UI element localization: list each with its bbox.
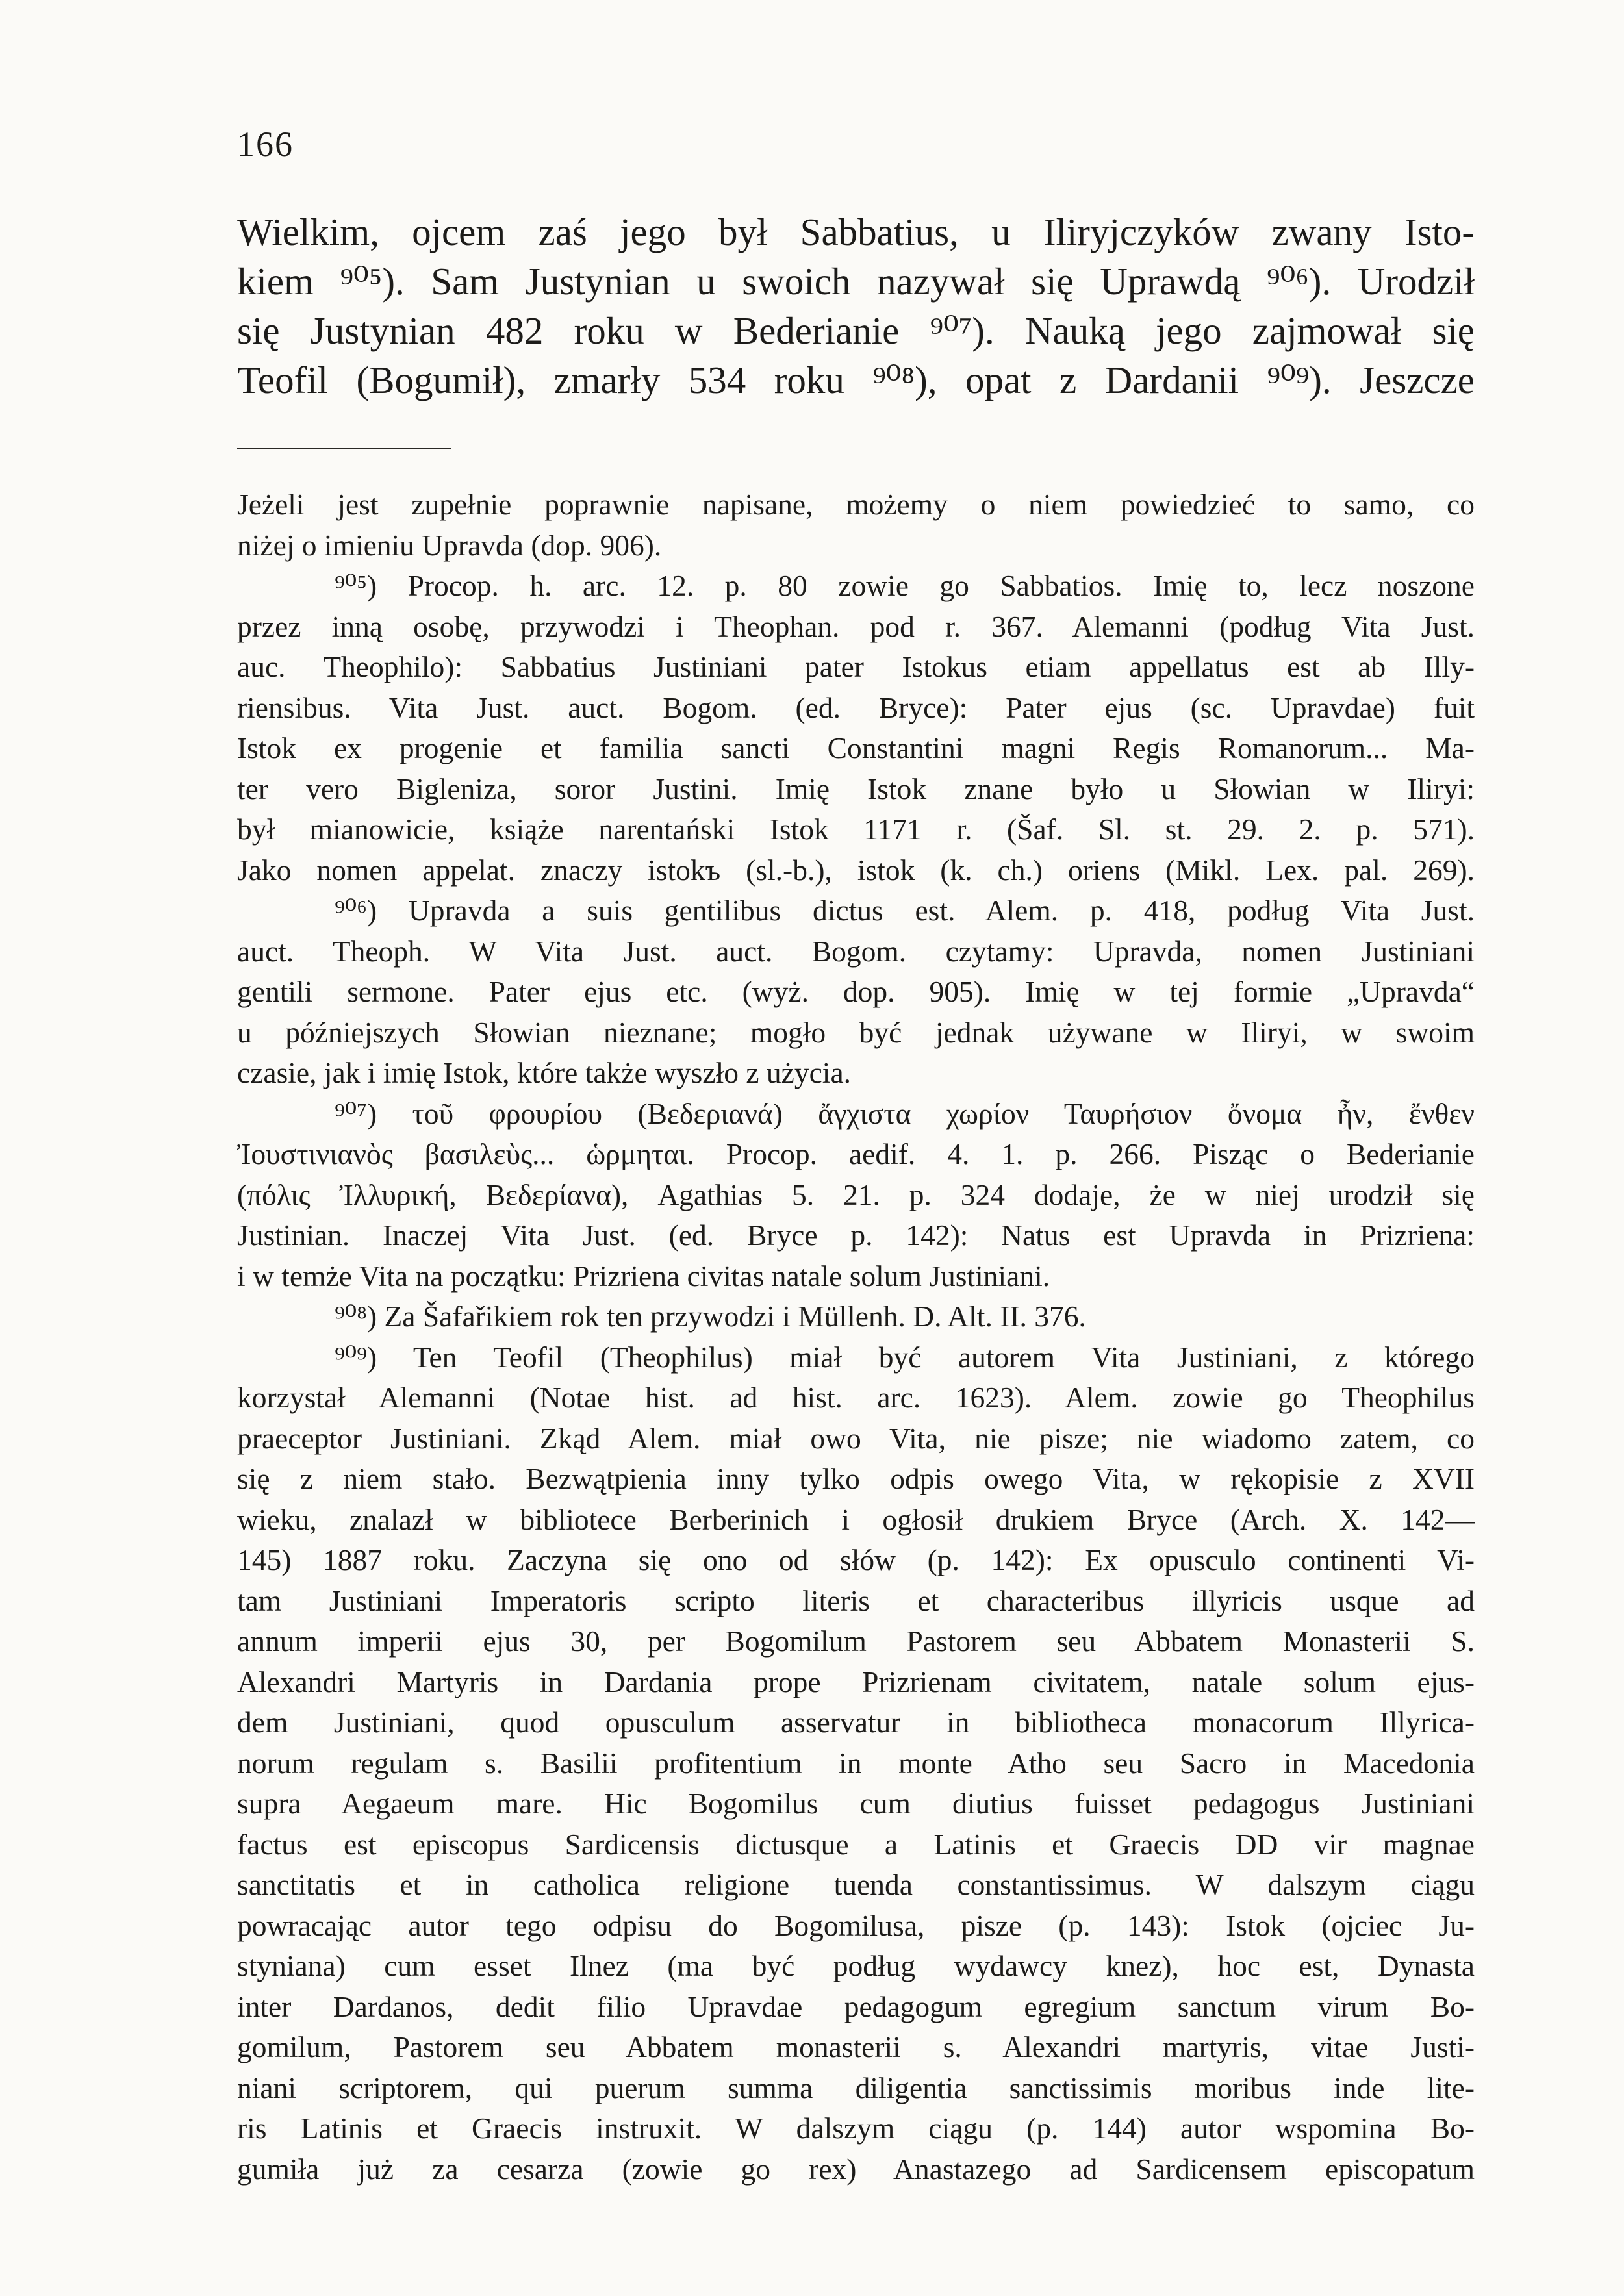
footnote-line: praeceptor Justiniani. Zkąd Alem. miał owo Vita, nie pisze; nie wiadomo zatem, co — [237, 1421, 1475, 1455]
footnote-line: gomilum, Pastorem seu Abbatem monasterii s. Alexandri martyris, vitae Justi- — [237, 2030, 1475, 2063]
footnote-line: ⁹⁰⁶) Upravda a suis gentilibus dictus est. Alem. p. 418, podług Vita Just. — [335, 894, 1475, 927]
page-number: 166 — [237, 125, 294, 164]
footnote-line: tam Justiniani Imperatoris scripto literis et characteribus illyricis usque ad — [237, 1583, 1475, 1617]
footnote-line: (πόλις Ἰλλυρική, Βεδερίανα), Agathias 5. 21. p. 324 dodaje, że w niej urodził się — [237, 1178, 1475, 1211]
footnote-line: Jako nomen appelat. znaczy istokъ (sl.-b.), istok (k. ch.) oriens (Mikl. Lex. pal. 269). — [237, 853, 1475, 887]
footnote-line: ris Latinis et Graecis instruxit. W dalszym ciągu (p. 144) autor wspomina Bo- — [237, 2112, 1475, 2145]
footnote-line: i w temże Vita na początku: Prizriena civitas natale solum Justiniani. — [237, 1259, 1050, 1293]
footnote-line: powracając autor tego odpisu do Bogomilusa, pisze (p. 143): Istok (ojciec Ju- — [237, 1908, 1475, 1942]
footnote-line: niżej o imieniu Upravda (dop. 906). — [237, 528, 662, 562]
footnote-line: auct. Theoph. W Vita Just. auct. Bogom. czytamy: Upravda, nomen Justiniani — [237, 934, 1475, 968]
footnote-line: Ἰουστινιανὸς βασιλεὺς... ὡρμηται. Procop. aedif. 4. 1. p. 266. Pisząc o Bederianie — [237, 1137, 1475, 1170]
main-text-line: Teofil (Bogumił), zmarły 534 roku ⁹⁰⁸), opat z Dardanii ⁹⁰⁹). Jeszcze — [237, 359, 1475, 401]
footnote-line: sanctitatis et in catholica religione tuenda constantissimus. W dalszym ciągu — [237, 1868, 1475, 1901]
footnote-divider — [237, 448, 451, 449]
footnote-line: gumiła już za cesarza (zowie go rex) Anastazego ad Sardicensem episcopatum — [237, 2152, 1475, 2186]
footnote-line: był mianowicie, książe narentański Istok 1171 r. (Šaf. Sl. st. 29. 2. p. 571). — [237, 813, 1475, 846]
footnote-line: norum regulam s. Basilii profitentium in monte Atho seu Sacro in Macedonia — [237, 1746, 1475, 1780]
footnote-line: supra Aegaeum mare. Hic Bogomilus cum diutius fuisset pedagogus Justiniani — [237, 1787, 1475, 1820]
footnote-line: Jeżeli jest zupełnie poprawnie napisane, możemy o niem powiedzieć to samo, co — [237, 488, 1475, 521]
footnote-line: się z niem stało. Bezwątpienia inny tylko odpis owego Vita, w rękopisie z XVII — [237, 1462, 1475, 1495]
footnote-line: annum imperii ejus 30, per Bogomilum Pastorem seu Abbatem Monasterii S. — [237, 1624, 1475, 1658]
footnote-line: Justinian. Inaczej Vita Just. (ed. Bryce p. 142): Natus est Upravda in Prizriena: — [237, 1218, 1475, 1252]
footnote-line: niani scriptorem, qui puerum summa diligentia sanctissimis moribus inde lite- — [237, 2071, 1475, 2104]
footnote-line: Istok ex progenie et familia sancti Constantini magni Regis Romanorum... Ma- — [237, 731, 1475, 764]
footnote-line: czasie, jak i imię Istok, które także wyszło z użycia. — [237, 1056, 852, 1089]
footnote-line: wieku, znalazł w bibliotece Berberinich i ogłosił drukiem Bryce (Arch. X. 142— — [237, 1502, 1475, 1536]
footnote-line: ⁹⁰⁵) Procop. h. arc. 12. p. 80 zowie go Sabbatios. Imię to, lecz noszone — [335, 569, 1475, 602]
footnote-line: factus est episcopus Sardicensis dictusque a Latinis et Graecis DD vir magnae — [237, 1827, 1475, 1861]
main-text-line: się Justynian 482 roku w Bederianie ⁹⁰⁷). Nauką jego zajmował się — [237, 309, 1475, 352]
footnote-line: ⁹⁰⁸) Za Šafařikiem rok ten przywodzi i Müllenh. D. Alt. II. 376. — [335, 1300, 1086, 1333]
footnote-line: ⁹⁰⁹) Ten Teofil (Theophilus) miał być autorem Vita Justiniani, z którego — [335, 1340, 1475, 1374]
footnote-line: ⁹⁰⁷) τοῦ φρουρίου (Βεδεριανά) ἄγχιστα χωρίον Ταυρήσιον ὄνομα ἦν, ἔνθεν — [335, 1096, 1475, 1130]
main-text — [237, 207, 1475, 405]
footnote-line: ter vero Bigleniza, soror Justini. Imię Istok znane było u Słowian w Iliryi: — [237, 772, 1475, 805]
main-text-line: kiem ⁹⁰⁵). Sam Justynian u swoich nazywał się Uprawdą ⁹⁰⁶). Urodził — [237, 260, 1475, 303]
footnote-line: riensibus. Vita Just. auct. Bogom. (ed. Bryce): Pater ejus (sc. Upravdae) fuit — [237, 690, 1475, 724]
footnote-line: 145) 1887 roku. Zaczyna się ono od słów (p. 142): Ex opusculo continenti Vi- — [237, 1543, 1475, 1576]
main-text-line: Wielkim, ojcem zaś jego był Sabbatius, u Iliryjczyków zwany Isto- — [237, 210, 1475, 253]
footnote-line: Alexandri Martyris in Dardania prope Prizrienam civitatem, natale solum ejus- — [237, 1665, 1475, 1698]
footnote-line: auc. Theophilo): Sabbatius Justiniani pater Istokus etiam appellatus est ab Illy- — [237, 650, 1475, 683]
footnote-line: dem Justiniani, quod opusculum asservatur in bibliotheca monacorum Illyrica- — [237, 1706, 1475, 1739]
footnote-line: korzystał Alemanni (Notae hist. ad hist. arc. 1623). Alem. zowie go Theophilus — [237, 1381, 1475, 1414]
footnote-line: styniana) cum esset Ilnez (ma być podług wydawcy knez), hoc est, Dynasta — [237, 1949, 1475, 1982]
footnote-line: przez inną osobę, przywodzi i Theophan. pod r. 367. Alemanni (podług Vita Just. — [237, 609, 1475, 643]
footnote-line: inter Dardanos, dedit filio Upravdae pedagogum egregium sanctum virum Bo- — [237, 1989, 1475, 2023]
footnotes — [237, 485, 1475, 2189]
footnote-line: gentili sermone. Pater ejus etc. (wyż. dop. 905). Imię w tej formie „Upravda“ — [237, 975, 1475, 1008]
footnote-line: u późniejszych Słowian nieznane; mogło być jednak używane w Iliryi, w swoim — [237, 1015, 1475, 1049]
